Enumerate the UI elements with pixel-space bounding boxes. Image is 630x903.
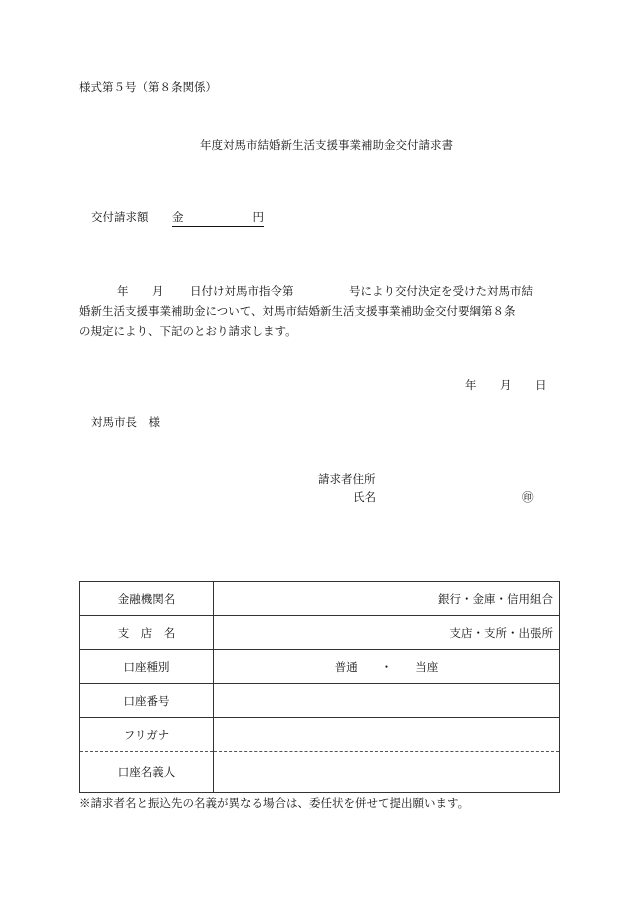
amount-label: 交付請求額 (91, 210, 149, 224)
furigana-field[interactable] (214, 718, 560, 752)
account-type-label: 口座種別 (80, 650, 214, 684)
body-year: 年 (117, 284, 129, 298)
page-title: 年度対馬市結婚新生活支援事業補助金交付請求書 (200, 138, 453, 152)
amount-unit: 円 (252, 210, 264, 224)
table-row (80, 684, 560, 718)
table-row (80, 650, 560, 684)
bank-account-table (79, 581, 560, 793)
table-row (80, 718, 560, 752)
account-number-label: 口座番号 (80, 684, 214, 718)
form-number: 様式第５号（第８条関係） (79, 80, 217, 94)
bank-name-field[interactable]: 銀行・金庫・信用組合 (214, 582, 560, 616)
addressee: 対馬市長 様 (91, 415, 160, 429)
date-year: 年 (465, 378, 477, 392)
branch-name-field[interactable]: 支店・支所・出張所 (214, 616, 560, 650)
account-number-field[interactable] (214, 684, 560, 718)
table-row (80, 752, 560, 793)
account-holder-label: 口座名義人 (80, 752, 214, 793)
requester-name-label: 氏名 (353, 490, 376, 504)
furigana-label: フリガナ (80, 718, 214, 752)
date-month: 月 (500, 378, 512, 392)
table-row (80, 582, 560, 616)
account-holder-field[interactable] (214, 752, 560, 793)
body-day-ref: 日付け対馬市指令第 (190, 284, 294, 298)
branch-name-label: 支 店 名 (80, 616, 214, 650)
amount-field[interactable] (172, 212, 264, 227)
body-line3: の規定により、下記のとおり請求します。 (79, 324, 297, 338)
table-row (80, 616, 560, 650)
requester-address-label: 請求者住所 (318, 472, 376, 486)
account-type-field[interactable]: 普通 ・ 当座 (214, 650, 560, 684)
body-month: 月 (152, 284, 164, 298)
body-line2: 婚新生活支援事業補助金について、対馬市結婚新生活支援事業補助金交付要綱第８条 (79, 304, 516, 318)
body-line1-rest: 号により交付決定を受けた対馬市結 (349, 284, 533, 298)
date-day: 日 (535, 378, 547, 392)
amount-prefix: 金 (172, 210, 184, 224)
bank-name-label: 金融機関名 (80, 582, 214, 616)
footnote: ※請求者名と振込先の名義が異なる場合は、委任状を併せて提出願います。 (79, 796, 470, 810)
seal-mark: ㊞ (522, 490, 534, 504)
